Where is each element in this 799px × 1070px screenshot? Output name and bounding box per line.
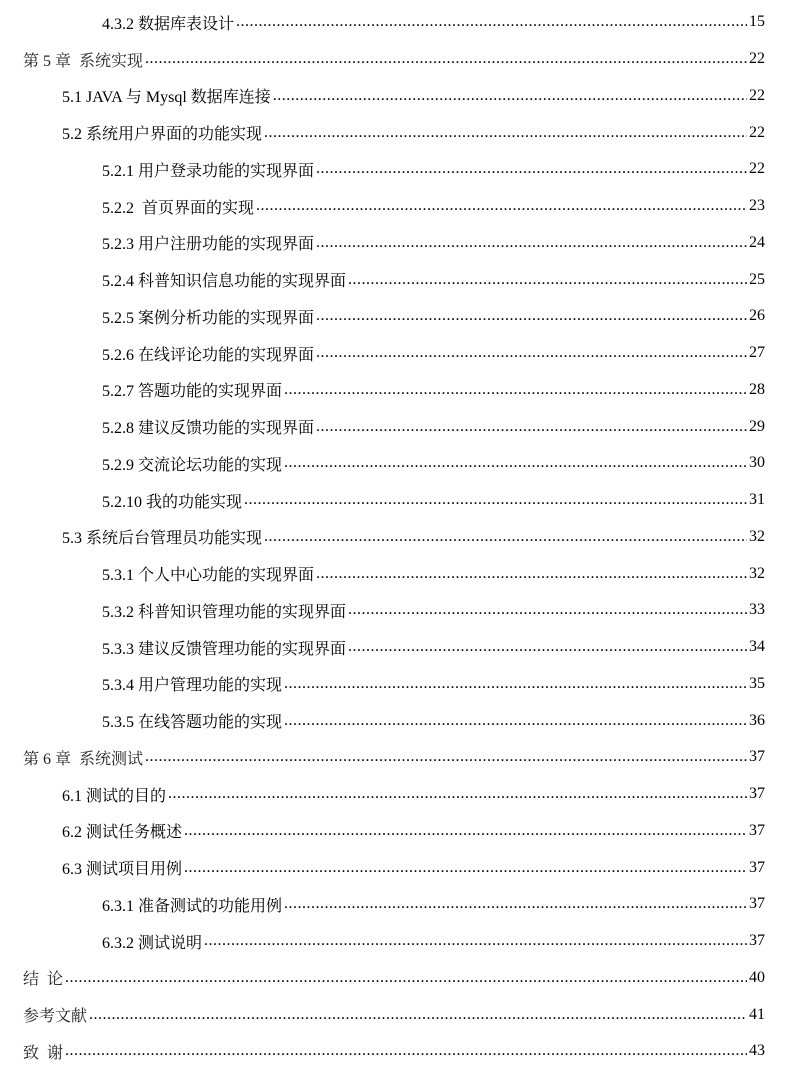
- dot-leader: [316, 565, 747, 583]
- toc-entry[interactable]: [0, 960, 799, 997]
- toc-entry[interactable]: [0, 1033, 799, 1070]
- toc-entry-title: 5.2.5 案例分析功能的实现界面: [102, 309, 315, 327]
- toc-entry[interactable]: [0, 261, 799, 298]
- toc-entry[interactable]: [0, 886, 799, 923]
- dot-leader: [316, 418, 747, 436]
- toc-entry[interactable]: [0, 114, 799, 151]
- toc-entry[interactable]: [0, 372, 799, 409]
- toc-entry-page: 23: [749, 197, 765, 215]
- toc-entry-page: 25: [749, 270, 765, 288]
- toc-entry-page: 22: [749, 86, 765, 104]
- toc-entry-title: 6.3.1 准备测试的功能用例: [102, 897, 283, 915]
- toc-entry-title: 5.2.7 答题功能的实现界面: [102, 383, 283, 401]
- toc-entry-title: 5.2.3 用户注册功能的实现界面: [102, 236, 315, 254]
- toc-entry-title: 5.2.4 科普知识信息功能的实现界面: [102, 273, 347, 291]
- dot-leader: [348, 638, 747, 656]
- dot-leader: [65, 969, 747, 987]
- toc-entry[interactable]: [0, 629, 799, 666]
- toc-entry-title: 5.2.6 在线评论功能的实现界面: [102, 346, 315, 364]
- toc-entry[interactable]: [0, 445, 799, 482]
- dot-leader: [284, 381, 747, 399]
- toc-entry-title: 5.3.2 科普知识管理功能的实现界面: [102, 603, 347, 621]
- toc-entry-title: 5.2.8 建议反馈功能的实现界面: [102, 420, 315, 438]
- toc-entry[interactable]: [0, 482, 799, 519]
- dot-leader: [264, 528, 747, 546]
- toc-entry-page: 22: [749, 50, 765, 68]
- toc-entry-page: 37: [749, 748, 765, 766]
- dot-leader: [348, 601, 747, 619]
- toc-entry-page: 29: [749, 417, 765, 435]
- toc-entry[interactable]: [0, 151, 799, 188]
- toc-entry-title: 6.2 测试任务概述: [62, 824, 183, 842]
- toc-entry-page: 26: [749, 307, 765, 325]
- toc-entry-page: 37: [749, 895, 765, 913]
- dot-leader: [273, 87, 747, 105]
- dot-leader: [316, 160, 747, 178]
- toc-entry-page: 43: [749, 1042, 765, 1060]
- dot-leader: [348, 271, 747, 289]
- toc-entry[interactable]: [0, 702, 799, 739]
- dot-leader: [284, 454, 747, 472]
- toc-entry-title: 5.3.3 建议反馈管理功能的实现界面: [102, 640, 347, 658]
- toc-entry-page: 40: [749, 968, 765, 986]
- toc-entry-page: 37: [749, 932, 765, 950]
- toc-entry-title: 4.3.2 数据库表设计: [102, 15, 235, 33]
- dot-leader: [236, 13, 747, 31]
- toc-entry[interactable]: [0, 41, 799, 78]
- toc-entry-title: 6.1 测试的目的: [62, 787, 167, 805]
- toc-entry-page: 27: [749, 344, 765, 362]
- toc-entry-page: 37: [749, 785, 765, 803]
- toc-entry-title: 5.3.5 在线答题功能的实现: [102, 714, 283, 732]
- toc-entry-page: 41: [749, 1005, 765, 1023]
- dot-leader: [316, 344, 747, 362]
- toc-entry[interactable]: [0, 849, 799, 886]
- toc-entry[interactable]: [0, 923, 799, 960]
- toc-entry-title: 结 论: [23, 971, 64, 989]
- dot-leader: [204, 932, 747, 950]
- toc-entry-page: 30: [749, 454, 765, 472]
- toc-entry-page: 15: [749, 13, 765, 31]
- dot-leader: [284, 675, 747, 693]
- dot-leader: [244, 491, 747, 509]
- toc-entry[interactable]: [0, 519, 799, 556]
- toc-entry-title: 第 6 章 系统测试: [23, 750, 144, 768]
- toc-entry-title: 第 5 章 系统实现: [23, 52, 144, 70]
- toc-entry-title: 致 谢: [23, 1044, 64, 1062]
- toc-entry[interactable]: [0, 996, 799, 1033]
- toc-entry-page: 34: [749, 638, 765, 656]
- toc-entry-title: 5.3 系统后台管理员功能实现: [62, 530, 263, 548]
- toc-entry-title: 6.3 测试项目用例: [62, 861, 183, 879]
- dot-leader: [316, 234, 747, 252]
- toc-entry[interactable]: [0, 813, 799, 850]
- toc-entry-title: 6.3.2 测试说明: [102, 934, 203, 952]
- dot-leader: [89, 1006, 747, 1024]
- toc-entry-title: 5.2.10 我的功能实现: [102, 493, 243, 511]
- toc-entry-page: 37: [749, 821, 765, 839]
- toc-entry-page: 32: [749, 527, 765, 545]
- toc-entry[interactable]: [0, 225, 799, 262]
- toc-entry[interactable]: [0, 776, 799, 813]
- toc-entry[interactable]: [0, 666, 799, 703]
- toc-entry-page: 22: [749, 160, 765, 178]
- toc-entry[interactable]: [0, 739, 799, 776]
- toc-entry-title: 5.1 JAVA 与 Mysql 数据库连接: [62, 89, 271, 107]
- toc-entry-title: 5.2.1 用户登录功能的实现界面: [102, 162, 315, 180]
- toc-entry[interactable]: [0, 78, 799, 115]
- dot-leader: [316, 307, 747, 325]
- dot-leader: [184, 859, 747, 877]
- toc-entry-page: 32: [749, 564, 765, 582]
- dot-leader: [168, 785, 747, 803]
- toc-entry[interactable]: [0, 335, 799, 372]
- dot-leader: [145, 748, 747, 766]
- toc-entry[interactable]: [0, 408, 799, 445]
- toc-entry-title: 5.2.2 首页界面的实现: [102, 199, 255, 217]
- toc-entry-page: 35: [749, 674, 765, 692]
- dot-leader: [65, 1042, 747, 1060]
- toc-entry-page: 28: [749, 380, 765, 398]
- toc-entry-page: 36: [749, 711, 765, 729]
- dot-leader: [256, 197, 747, 215]
- toc-entry[interactable]: [0, 555, 799, 592]
- dot-leader: [284, 895, 747, 913]
- toc-entry-page: 37: [749, 858, 765, 876]
- toc-entry-page: 33: [749, 601, 765, 619]
- toc-entry-title: 5.3.1 个人中心功能的实现界面: [102, 567, 315, 585]
- toc-entry-title: 5.2 系统用户界面的功能实现: [62, 126, 263, 144]
- toc-entry-title: 参考文献: [23, 1008, 88, 1026]
- toc-entry[interactable]: [0, 4, 799, 41]
- toc-entry[interactable]: [0, 592, 799, 629]
- toc-entry[interactable]: [0, 188, 799, 225]
- dot-leader: [284, 712, 747, 730]
- toc-entry-title: 5.3.4 用户管理功能的实现: [102, 677, 283, 695]
- dot-leader: [184, 822, 747, 840]
- toc-entry-title: 5.2.9 交流论坛功能的实现: [102, 456, 283, 474]
- toc-entry-page: 31: [749, 491, 765, 509]
- dot-leader: [264, 124, 747, 142]
- table-of-contents: [0, 4, 799, 1070]
- toc-entry-page: 22: [749, 123, 765, 141]
- toc-entry[interactable]: [0, 298, 799, 335]
- dot-leader: [145, 50, 747, 68]
- toc-entry-page: 24: [749, 233, 765, 251]
